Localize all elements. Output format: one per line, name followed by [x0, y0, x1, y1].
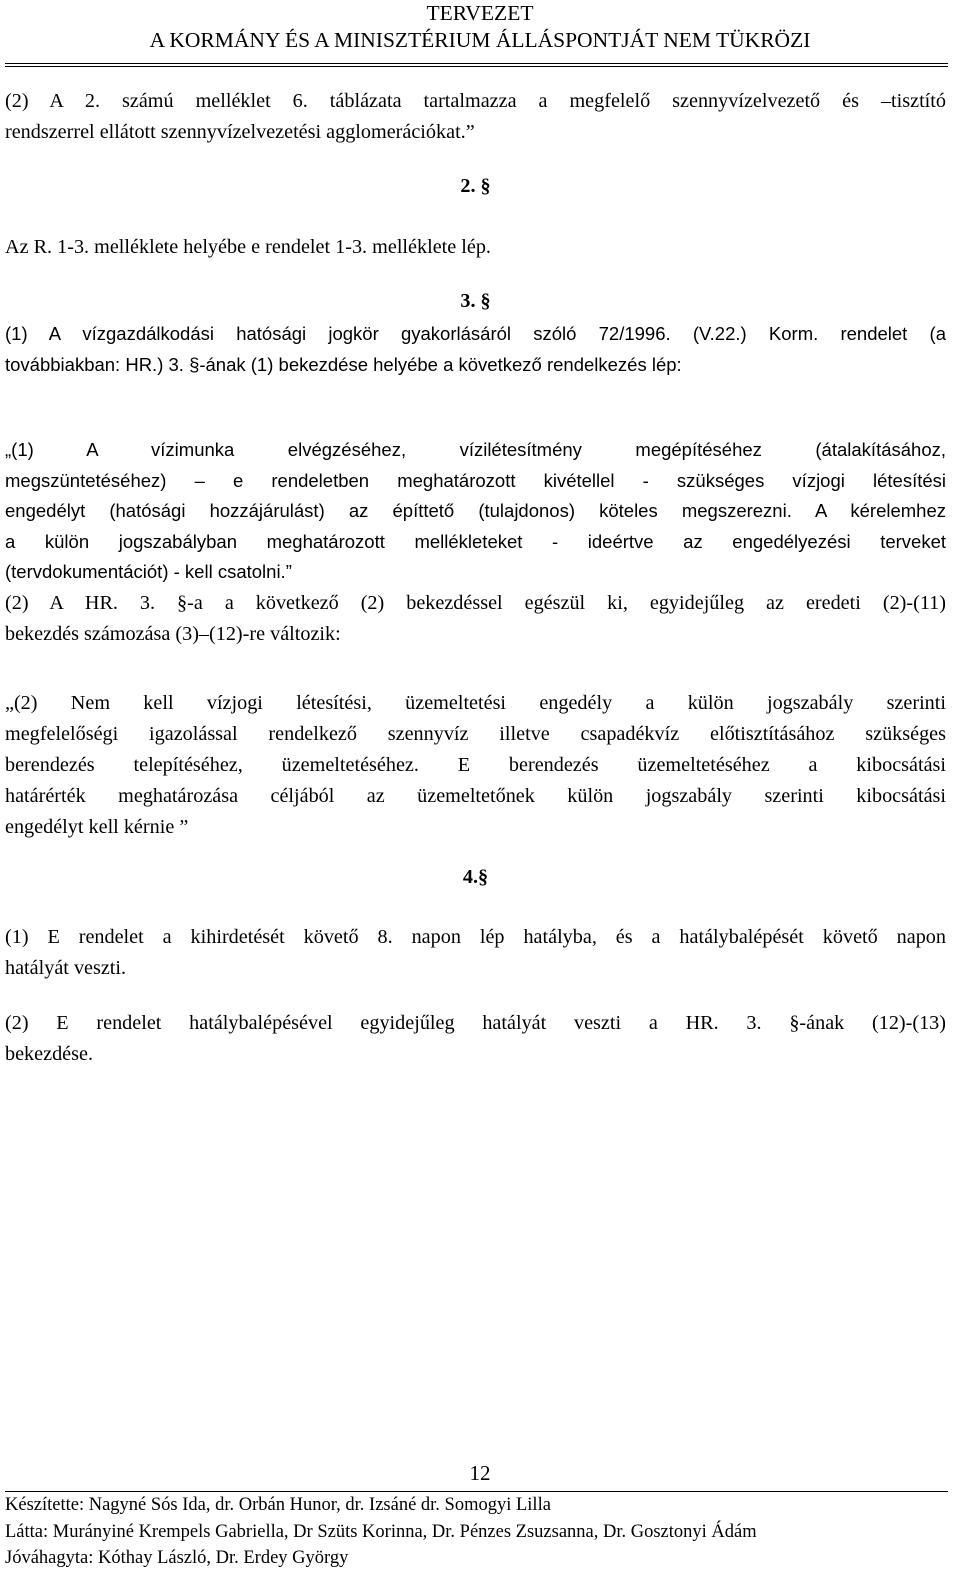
text-line: (2) A HR. 3. §-a a következő (2) bekezdéssel egészül ki, egyidejűleg az eredeti (2)-(11) — [5, 592, 946, 614]
text-line: továbbiakban: HR.) 3. §-ának (1) bekezdése helyébe a következő rendelkezés lép: — [5, 353, 682, 375]
paragraph-repeal — [5, 1008, 946, 1070]
footer-reviewed-by: Látta: Murányiné Krempels Gabriella, Dr Szüts Korinna, Dr. Pénzes Zsuzsanna, Dr. Gosztonyi Ádám — [5, 1521, 757, 1542]
paragraph-annex-2 — [5, 86, 946, 148]
text-line: (1) E rendelet a kihirdetését követő 8. napon lép hatályba, és a hatálybalépését követő napon — [5, 926, 946, 948]
page-header — [0, 0, 960, 54]
header-rule-double — [5, 66, 948, 67]
text-line: Az R. 1-3. melléklete helyébe e rendelet 1-3. melléklete lép. — [5, 236, 491, 258]
text-line: (1) A vízgazdálkodási hatósági jogkör gyakorlásáról szóló 72/1996. (V.22.) Korm. rendelet (a — [5, 323, 946, 344]
text-line: rendszerrel ellátott szennyvízelvezetési agglomerációkat.” — [5, 121, 475, 143]
text-line: bekezdése. — [5, 1043, 93, 1065]
draft-label: TERVEZET — [426, 1, 534, 25]
paragraph-quoted-exemption — [5, 688, 946, 843]
section-heading-2: 2. § — [460, 175, 491, 197]
paragraph-annex-replacement — [5, 232, 946, 263]
text-line: a külön jogszabályban meghatározott mellékleteket - ideértve az engedélyezési terveket — [5, 530, 946, 552]
paragraph-quoted-water-permit — [5, 435, 946, 588]
footer-prepared-by: Készítette: Nagyné Sós Ida, dr. Orbán Hunor, dr. Izsáné dr. Somogyi Lilla — [5, 1495, 551, 1515]
text-line: megfelelőségi igazolással rendelkező szennyvíz illetve csapadékvíz előtisztításához szükséges — [5, 723, 946, 745]
text-line: (tervdokumentációt) - kell csatolni.” — [5, 561, 292, 582]
text-line: „(2) Nem kell vízjogi létesítési, üzemeltetési engedély a külön jogszabály szerinti — [5, 692, 946, 714]
text-line: megszüntetéséhez) – e rendeletben meghatározott kivétellel - szükséges vízjogi létesítési — [5, 469, 946, 491]
text-line: (2) E rendelet hatálybalépésével egyidejűleg hatályát veszti a HR. 3. §-ának (12)-(13) — [5, 1012, 946, 1034]
footer-approved-by: Jóváhagyta: Kóthay László, Dr. Erdey György — [5, 1548, 349, 1568]
section-heading-3: 3. § — [460, 290, 491, 312]
disclaimer-label: A KORMÁNY ÉS A MINISZTÉRIUM ÁLLÁSPONTJÁT NEM TÜKRÖZI — [149, 28, 811, 52]
text-line: engedélyt (hatósági hozzájárulást) az építtető (tulajdonos) köteles megszerezni. A kérelemhez — [5, 500, 946, 521]
header-rule — [5, 63, 948, 64]
text-line: „(1) A vízimunka elvégzéséhez, vízilétesítmény megépítéséhez (átalakításához, — [5, 439, 946, 460]
text-line: engedélyt kell kérnie ” — [5, 816, 189, 838]
text-line: határérték meghatározása céljából az üzemeltetőnek külön jogszabály szerinti kibocsátási — [5, 785, 946, 807]
paragraph-hr-supplement — [5, 588, 946, 650]
text-line: bekezdés számozása (3)–(12)-re változik: — [5, 623, 341, 645]
page-footer — [5, 1492, 948, 1572]
text-line: hatályát veszti. — [5, 957, 127, 979]
text-line: berendezés telepítéséhez, üzemeltetéséhez. E berendezés üzemeltetéséhez a kibocsátási — [5, 754, 946, 776]
section-heading-4: 4.§ — [462, 866, 489, 888]
text-line: (2) A 2. számú melléklet 6. táblázata tartalmazza a megfelelő szennyvízelvezető és –tisztító — [5, 90, 946, 112]
paragraph-entry-into-force — [5, 922, 946, 984]
page-number: 12 — [469, 1461, 491, 1485]
paragraph-hr-amendment — [5, 319, 946, 380]
